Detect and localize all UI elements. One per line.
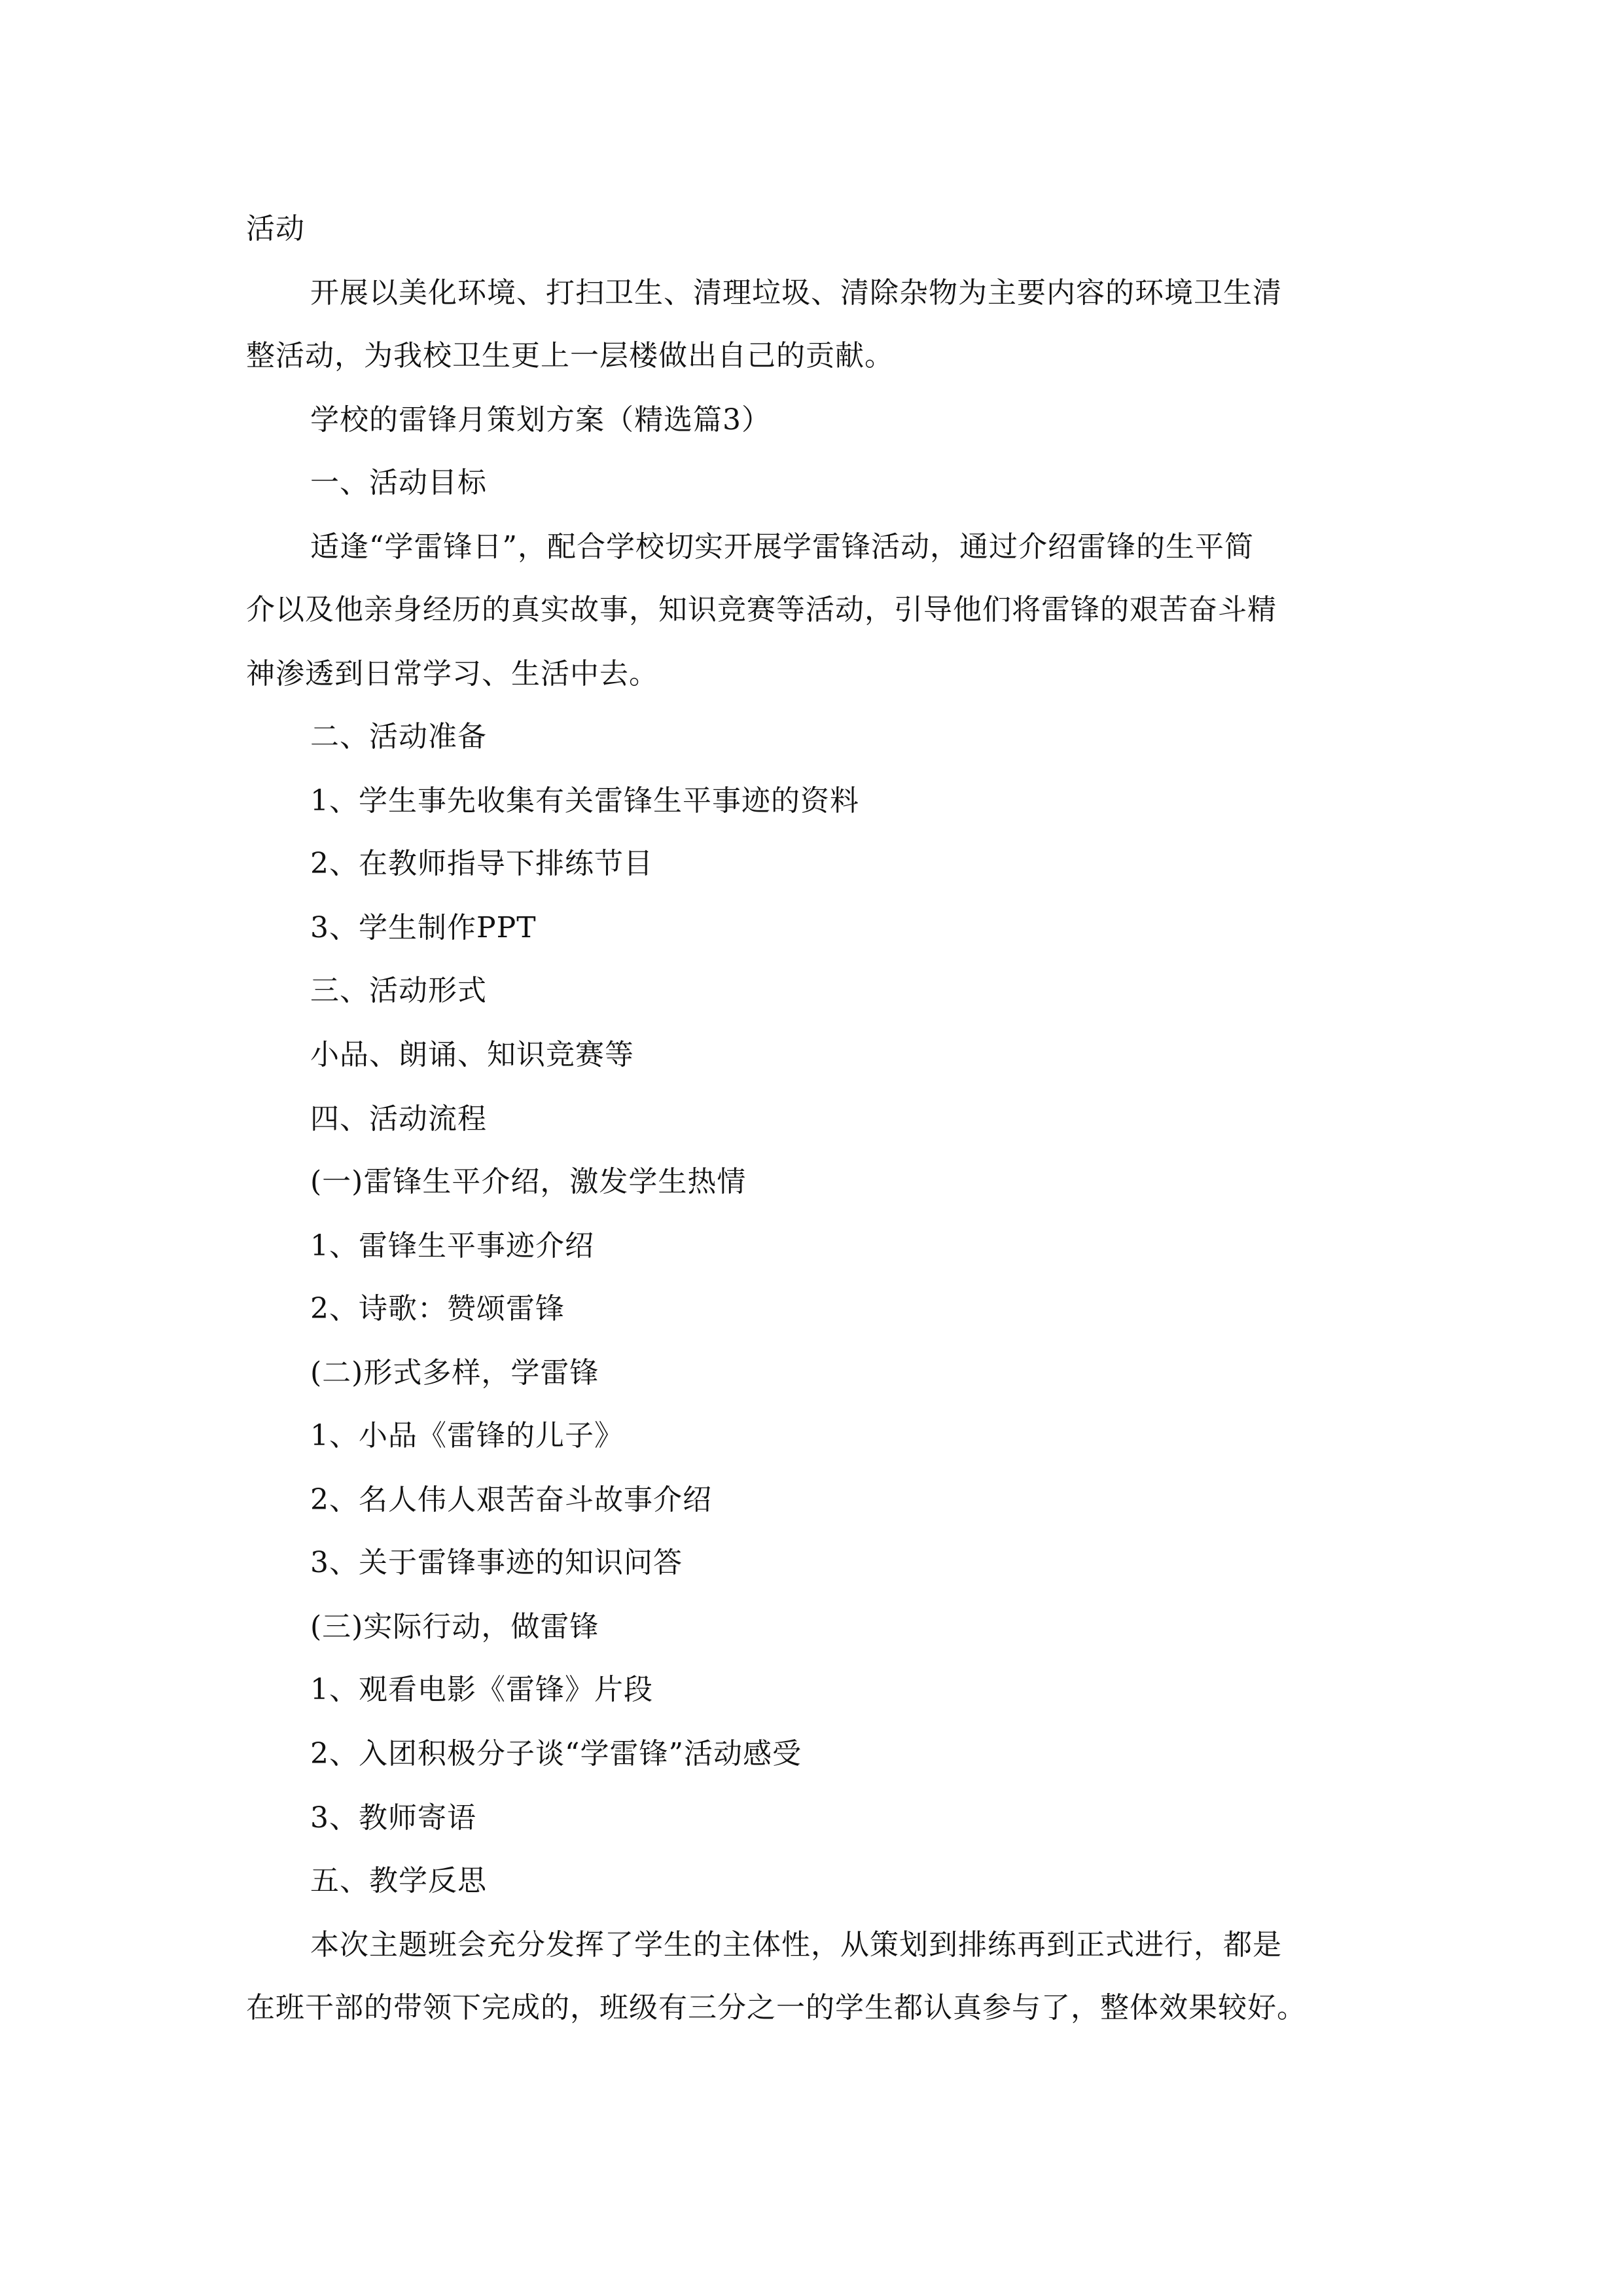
subheading: (一)雷锋生平介绍，激发学生热情 <box>310 1165 747 1198</box>
list-item: 1、小品《雷锋的儿子》 <box>310 1419 624 1452</box>
list-item: 3、教师寄语 <box>310 1801 476 1835</box>
subheading: (三)实际行动，做雷锋 <box>310 1610 599 1643</box>
list-item: 2、在教师指导下排练节目 <box>310 847 653 880</box>
paragraph-line: 小品、朗诵、知识竞赛等 <box>310 1038 634 1071</box>
list-item: 2、诗歌：赞颂雷锋 <box>310 1292 565 1325</box>
heading-teaching-reflection: 五、教学反思 <box>310 1864 487 1897</box>
paragraph-line: 介以及他亲身经历的真实故事，知识竞赛等活动，引导他们将雷锋的艰苦奋斗精 <box>246 593 1277 626</box>
paragraph-line: 神渗透到日常学习、生活中去。 <box>246 657 658 691</box>
section-title: 学校的雷锋月策划方案（精选篇3） <box>310 403 771 437</box>
heading-activity-form: 三、活动形式 <box>310 974 487 1007</box>
heading-activity-preparation: 二、活动准备 <box>310 720 487 753</box>
list-item: 1、观看电影《雷锋》片段 <box>310 1673 653 1706</box>
paragraph-line: 在班干部的带领下完成的，班级有三分之一的学生都认真参与了，整体效果较好。 <box>246 1991 1306 2024</box>
paragraph-line: 适逢“学雷锋日”，配合学校切实开展学雷锋活动，通过介绍雷锋的生平简 <box>310 530 1254 564</box>
list-item: 1、雷锋生平事迹介绍 <box>310 1229 594 1263</box>
subheading: (二)形式多样，学雷锋 <box>310 1356 599 1390</box>
text-line-continuation-title: 活动 <box>246 212 305 245</box>
list-item: 2、入团积极分子谈“学雷锋”活动感受 <box>310 1737 802 1770</box>
heading-activity-process: 四、活动流程 <box>310 1102 487 1136</box>
paragraph-line: 本次主题班会充分发挥了学生的主体性，从策划到排练再到正式进行，都是 <box>310 1928 1282 1962</box>
list-item: 3、关于雷锋事迹的知识问答 <box>310 1546 683 1579</box>
list-item: 3、学生制作PPT <box>310 911 537 944</box>
list-item: 2、名人伟人艰苦奋斗故事介绍 <box>310 1483 712 1516</box>
paragraph-line: 整活动，为我校卫生更上一层楼做出自己的贡献。 <box>246 339 894 372</box>
heading-activity-goal: 一、活动目标 <box>310 466 487 499</box>
paragraph-line: 开展以美化环境、打扫卫生、清理垃圾、清除杂物为主要内容的环境卫生清 <box>310 276 1282 310</box>
list-item: 1、学生事先收集有关雷锋生平事迹的资料 <box>310 784 859 817</box>
